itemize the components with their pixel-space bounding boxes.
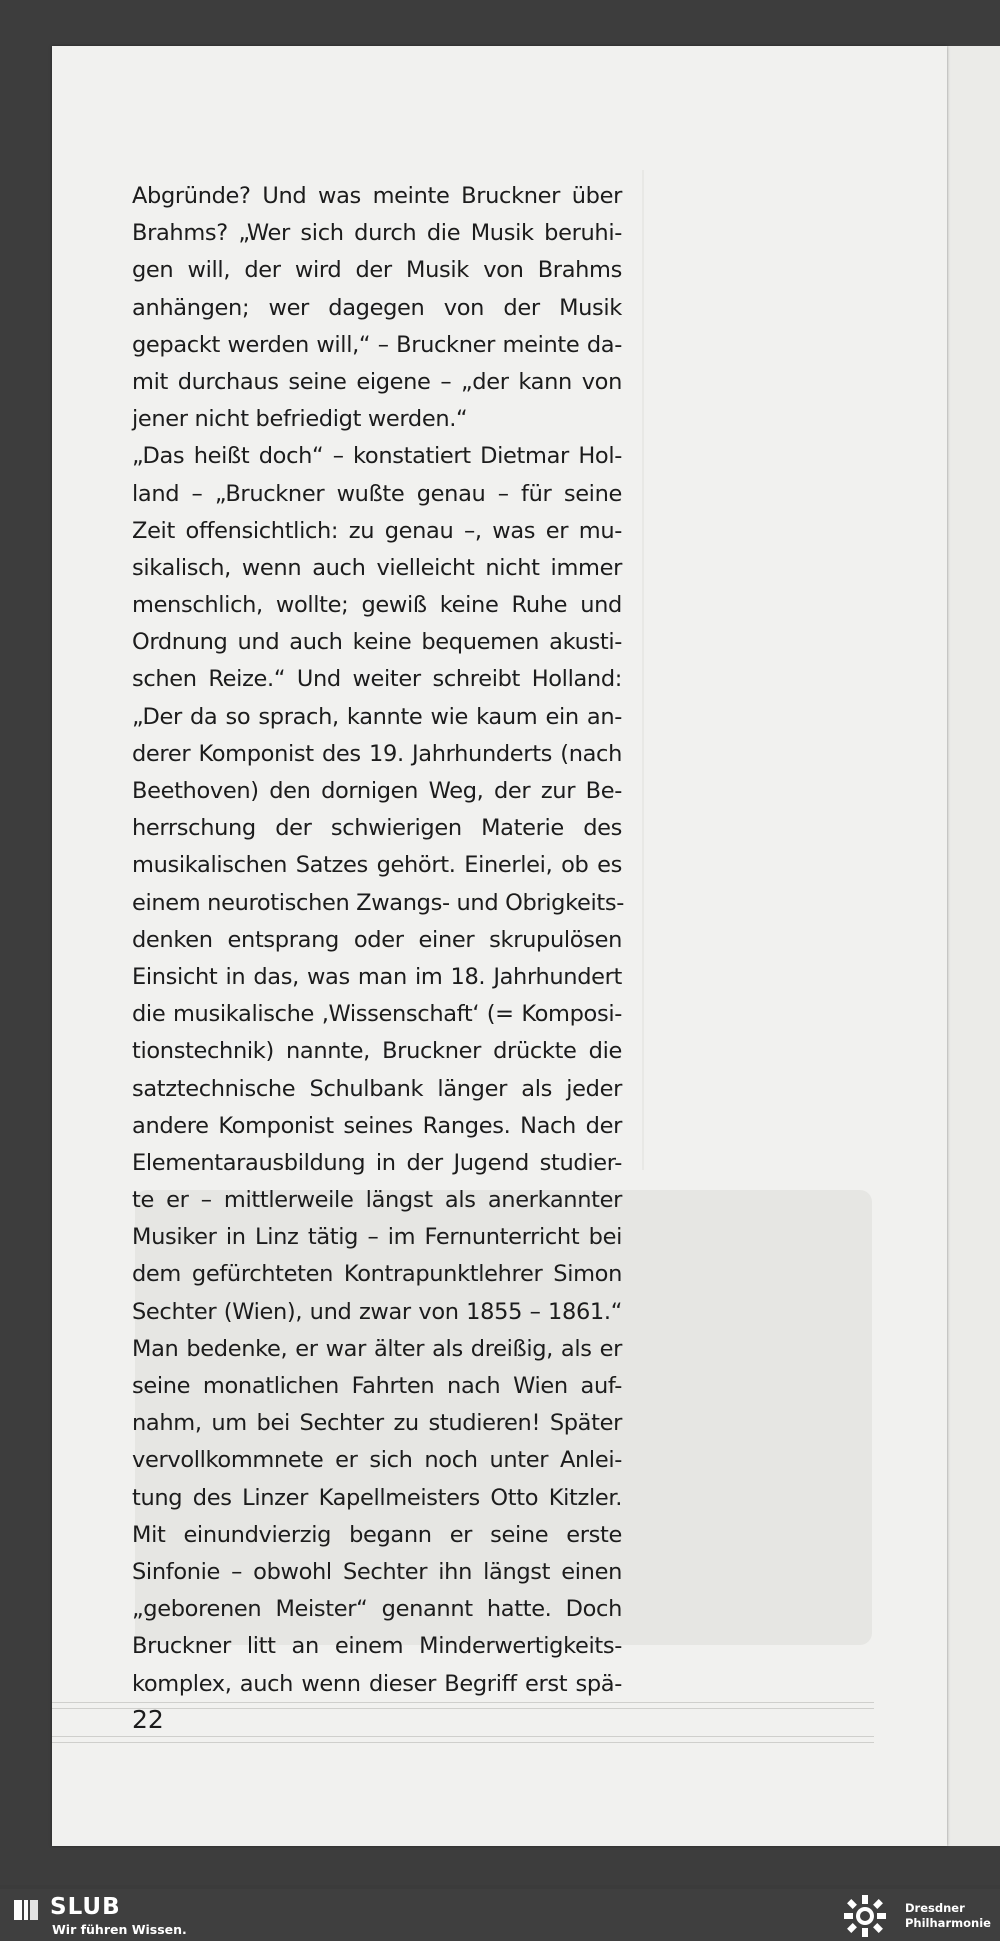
text-line: satztechnische Schulbank länger als jeder [132,1075,622,1102]
text-line: mit durchaus seine eigene – „der kann von [132,368,622,395]
library-slogan: Wir führen Wissen. [52,1922,187,1937]
text-line: Abgründe? Und was meinte Bruckner über [132,183,622,209]
footer-rule [52,1708,874,1709]
text-line: dem gefürchteten Kontrapunktlehrer Simon [132,1261,622,1288]
text-line: tionstechnik) nannte, Bruckner drückte die [132,1038,622,1065]
text-line: Beethoven) den dornigen Weg, der zur Be- [132,778,622,804]
philharmonie-line-2: Philharmonie [905,1916,991,1930]
text-line: derer Komponist des 19. Jahrhunderts (nach [132,740,622,767]
philharmonie-logo-icon[interactable] [840,1893,890,1939]
text-line: te er – mittlerweile längst als anerkannter [132,1187,622,1214]
body-text [132,178,622,1703]
text-line: andere Komponist seines Ranges. Nach der [132,1112,622,1139]
text-line: die musikalische ‚Wissenschaft‘ (= Komposi- [132,1001,622,1028]
text-line: herrschung der schwierigen Materie des [132,815,622,842]
text-line: anhängen; wer dagegen von der Musik [132,294,622,321]
text-line: tung des Linzer Kapellmeisters Otto Kitzler. [132,1484,622,1511]
slub-logo-icon[interactable] [12,1896,40,1924]
text-line: Man bedenke, er war älter als dreißig, als er [132,1335,622,1362]
text-line: „Der da so sprach, kannte wie kaum ein an- [132,703,622,730]
text-line: musikalischen Satzes gehört. Einerlei, ob es [132,852,622,879]
text-line: nahm, um bei Sechter zu studieren! Später [132,1410,622,1437]
footer-rule [52,1736,874,1737]
text-line: Sinfonie – obwohl Sechter ihn längst einen [132,1558,622,1585]
text-line: Elementarausbildung in der Jugend studier- [132,1149,622,1176]
text-line: gen will, der wird der Musik von Brahms [132,257,622,284]
philharmonie-name[interactable] [905,1901,1000,1931]
text-line: „Das heißt doch“ – konstatiert Dietmar Hol- [132,443,622,470]
text-line: schen Reize.“ Und weiter schreibt Holland: [132,666,622,693]
text-line: Ordnung und auch keine bequemen akusti- [132,629,622,656]
text-line: Sechter (Wien), und zwar von 1855 – 1861.“ [132,1298,622,1325]
text-line: vervollkommnete er sich noch unter Anlei- [132,1447,622,1474]
text-line: Einsicht in das, was man im 18. Jahrhundert [132,963,622,990]
text-line: Brahms? „Wer sich durch die Musik beruhi- [132,220,622,247]
text-line: seine monatlichen Fahrten nach Wien auf- [132,1373,622,1399]
text-line: komplex, auch wenn dieser Begriff erst spä- [132,1670,622,1697]
text-line: jener nicht befriedigt werden.“ [132,406,468,433]
footer-rule [52,1702,874,1703]
text-line: Mit einundvierzig begann er seine erste [132,1521,622,1548]
text-line: Bruckner litt an einem Minderwertigkeits- [132,1633,622,1660]
text-line: einem neurotischen Zwangs- und Obrigkeits- [132,889,624,916]
philharmonie-line-1: Dresdner [905,1901,965,1915]
page-number: 22 [132,1705,164,1734]
text-line: „geborenen Meister“ genannt hatte. Doch [132,1596,622,1623]
text-line: sikalisch, wenn auch vielleicht nicht immer [132,554,622,581]
viewer-footer [0,1889,1000,1941]
footer-rule [52,1742,874,1743]
text-line: Zeit offensichtlich: zu genau –, was er mu- [132,517,622,544]
text-line: denken entsprang oder einer skrupulösen [132,926,622,953]
text-line: gepackt werden will,“ – Bruckner meinte da- [132,331,622,358]
text-line: menschlich, wollte; gewiß keine Ruhe und [132,592,622,619]
next-page-edge [944,46,1000,1846]
text-line: land – „Bruckner wußte genau – für seine [132,480,622,507]
library-name[interactable]: SLUB [50,1894,121,1920]
show-through-divider [642,170,644,1170]
text-line: Musiker in Linz tätig – im Fernunterricht bei [132,1224,622,1251]
